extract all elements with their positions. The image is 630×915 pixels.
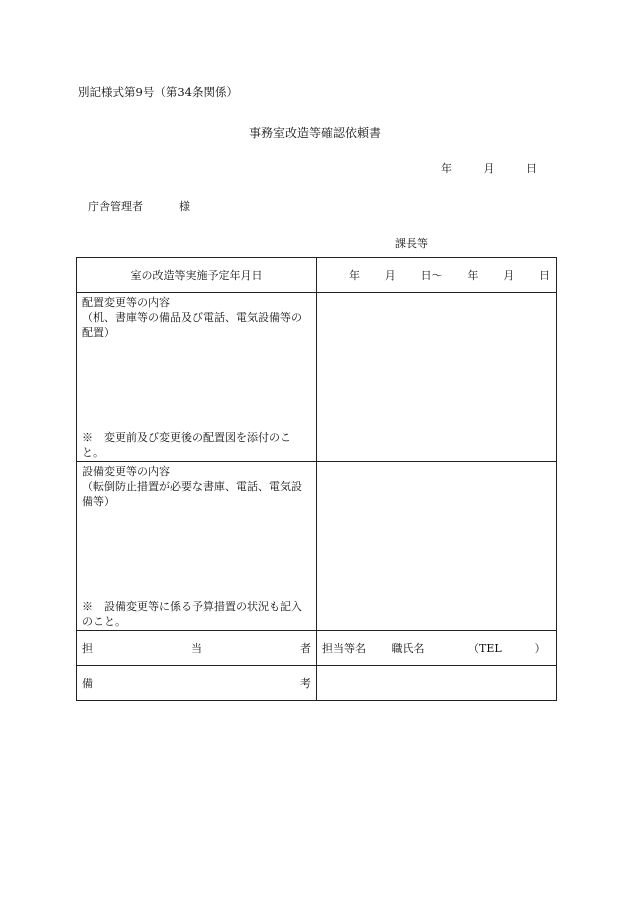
schedule-value-cell[interactable] — [317, 258, 557, 293]
remarks-label — [77, 666, 317, 701]
start-year-label: 年 — [349, 268, 360, 282]
label-char: 者 — [300, 641, 311, 655]
position-name-label: 職氏名 — [391, 641, 425, 655]
label-char: 当 — [191, 641, 202, 655]
end-year-label: 年 — [467, 268, 479, 282]
section-chief-label: 課長等 — [395, 237, 428, 250]
submission-date — [441, 160, 537, 176]
addressee: 庁舎管理者 — [88, 200, 143, 213]
end-day-label: 日 — [538, 268, 550, 282]
document-title: 事務室改造等確認依頼書 — [248, 126, 381, 140]
request-form-table — [76, 257, 557, 701]
addressee-line — [88, 198, 190, 214]
date-month-label: 月 — [483, 162, 495, 175]
equipment-change-detail: （転倒防止措置が必要な書庫、電話、電気設備等） — [82, 480, 302, 508]
end-month-label: 月 — [503, 268, 515, 282]
department-name-label: 担当等名 — [322, 641, 366, 655]
equipment-change-input[interactable] — [317, 462, 557, 631]
equipment-change-label: 設備変更等の内容 — [82, 465, 170, 478]
layout-change-detail: （机、書庫等の備品及び電話、電気設備等の配置） — [82, 311, 302, 339]
telephone-label: （TEL ） — [468, 641, 546, 655]
layout-change-input[interactable] — [317, 293, 557, 462]
form-number: 別記様式第9号（第34条関係） — [78, 85, 238, 99]
date-day-label: 日 — [526, 162, 537, 175]
label-char: 考 — [300, 676, 311, 690]
schedule-row — [77, 258, 557, 293]
layout-change-label-cell — [77, 293, 317, 462]
person-in-charge-label — [77, 631, 317, 666]
person-in-charge-input[interactable] — [317, 631, 557, 666]
remarks-row — [77, 666, 557, 701]
date-year-label: 年 — [441, 162, 452, 175]
layout-change-note: ※ 変更前及び変更後の配置図を添付のこと。 — [82, 431, 291, 459]
layout-change-label: 配置変更等の内容 — [82, 296, 170, 309]
layout-change-row — [77, 293, 557, 462]
start-month-label: 月 — [384, 268, 396, 282]
label-char: 担 — [82, 641, 93, 655]
schedule-date-range — [317, 268, 556, 283]
start-day-label: 日～ — [420, 268, 443, 282]
honorific: 様 — [179, 200, 190, 213]
person-in-charge-row — [77, 631, 557, 666]
equipment-change-label-cell — [77, 462, 317, 631]
equipment-change-note: ※ 設備変更等に係る予算措置の状況も記入のこと。 — [82, 600, 302, 628]
remarks-input[interactable] — [317, 666, 557, 701]
label-char: 備 — [82, 676, 93, 690]
schedule-label: 室の改造等実施予定年月日 — [77, 258, 317, 293]
equipment-change-row — [77, 462, 557, 631]
